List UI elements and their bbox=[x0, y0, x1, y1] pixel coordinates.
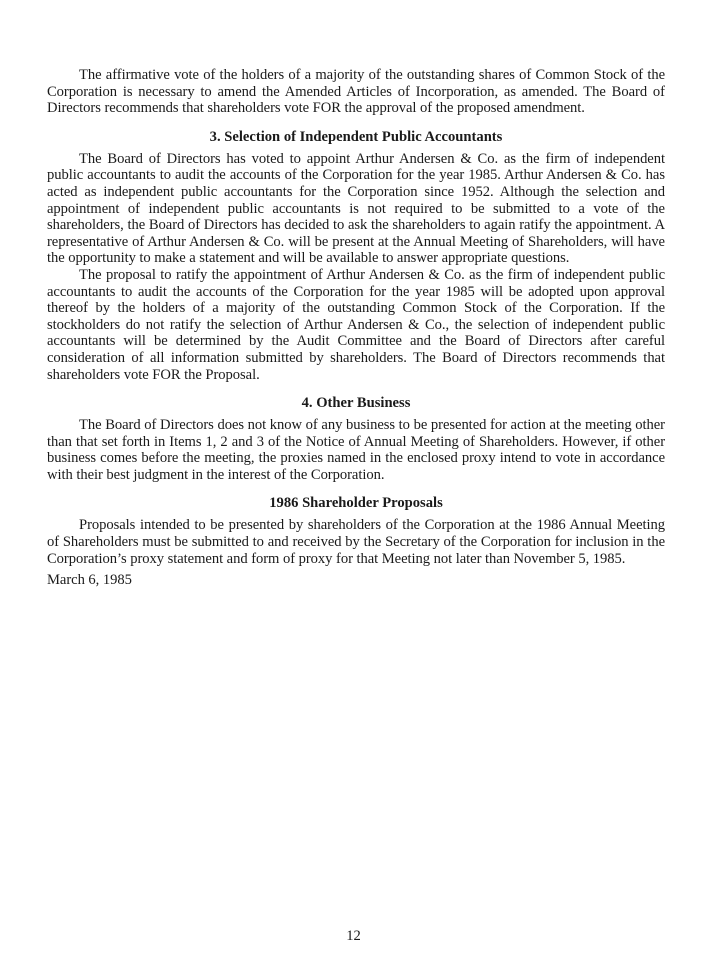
spacer bbox=[47, 383, 665, 395]
other-business-paragraph: The Board of Directors does not know of any business to be presented for action at the meeting other than that set forth in Items 1, 2 and 3 of the Notice of Annual Meeting of Shareholders. However, if other business comes before the meeting, the proxies named in the enclosed proxy intend to vote in accordance with their best judgment in the interest of the Corporation. bbox=[47, 417, 665, 483]
amendment-vote-paragraph: The affirmative vote of the holders of a majority of the outstanding shares of Common Stock of the Corporation is necessary to amend the Amended Articles of Incorporation, as amended. The Board of Directors recommends that shareholders vote FOR the approval of the proposed amendment. bbox=[47, 67, 665, 117]
accountants-paragraph-2: The proposal to ratify the appointment of Arthur Andersen & Co. as the firm of independent public accountants to audit the accounts of the Corporation for the year 1985 will be adopted upon approval thereof by the holders of a majority of the outstanding Common Stock of the Corporation. If the stockholders do not ratify the selection of Arthur Andersen & Co., the selection of independent public accountants will be determined by the Audit Committee and the Board of Directors after careful consideration of all information submitted by shareholders. The Board of Directors recommends that shareholders vote FOR the Proposal. bbox=[47, 266, 665, 383]
spacer bbox=[47, 117, 665, 129]
document-page bbox=[47, 67, 665, 589]
shareholder-proposals-heading: 1986 Shareholder Proposals bbox=[269, 495, 443, 512]
accountants-heading: 3. Selection of Independent Public Accountants bbox=[209, 128, 503, 145]
document-date: March 6, 1985 bbox=[47, 572, 132, 589]
page-number: 12 bbox=[346, 928, 361, 944]
other-business-heading: 4. Other Business bbox=[301, 395, 411, 412]
accountants-paragraph-1: The Board of Directors has voted to appoint Arthur Andersen & Co. as the firm of independent public accountants to audit the accounts of the Corporation for the year 1985. Arthur Andersen & Co. has acted as independent public accountants for the Corporation since 1952. Although the selection and appointment of independent public accountants is not required to be submitted to a vote of the shareholders, the Board of Directors has decided to ask the shareholders to again ratify the appointment. A representative of Arthur Andersen & Co. will be present at the Annual Meeting of Shareholders, will have the opportunity to make a statement and will be available to answer appropriate questions. bbox=[47, 150, 665, 267]
shareholder-proposals-paragraph: Proposals intended to be presented by shareholders of the Corporation at the 1986 Annual Meeting of Shareholders must be submitted to and received by the Secretary of the Corporation for inclusion in the Corporation’s proxy statement and form of proxy for that Meeting not later than November 5, 1985. bbox=[47, 517, 665, 567]
spacer bbox=[47, 483, 665, 495]
